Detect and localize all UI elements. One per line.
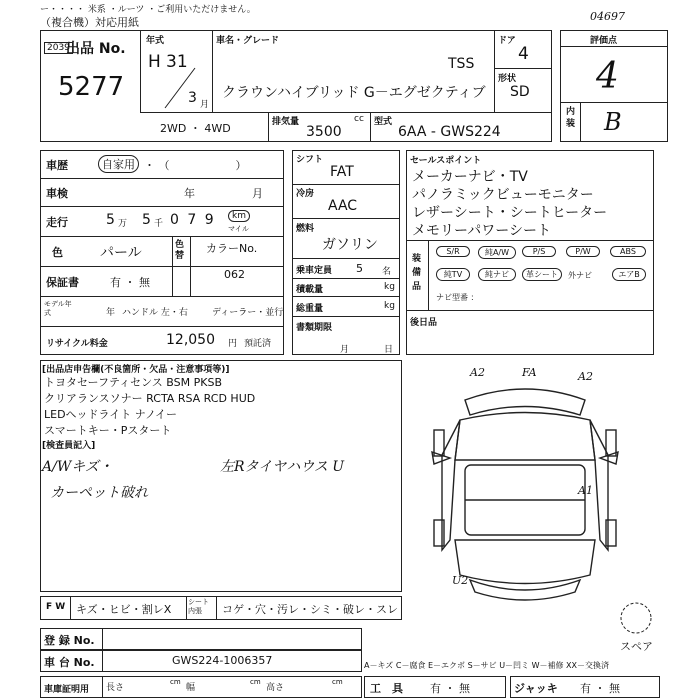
warranty-value: 有 ・ 無 (110, 276, 150, 289)
lot-code: 2039 (44, 42, 73, 54)
spare-label: スペア (620, 640, 653, 653)
spare-tire-icon (618, 600, 654, 636)
capacity-unit: 名 (382, 267, 392, 277)
doc-valid-day: 日 (384, 345, 394, 355)
load-unit: kg (384, 282, 395, 292)
mark-a1: A1 (578, 484, 593, 497)
inspector-label: [検査員記入] (42, 441, 96, 451)
mileage-label: 走行 (46, 216, 68, 229)
score-value: 4 (596, 56, 619, 97)
drive-options: 2WD ・ 4WD (160, 122, 231, 135)
aircon-value: AAC (328, 198, 358, 214)
top-right-handwriting: 04697 (590, 10, 625, 23)
year-label: 年式 (146, 36, 165, 46)
mileage-man: 5 (106, 212, 115, 228)
sales-item-3: レザーシート・シートヒーター (412, 205, 608, 221)
history-label: 車歴 (46, 159, 68, 172)
color-no: 062 (224, 268, 245, 281)
equip-pw: P/W (566, 246, 600, 257)
width-unit: cm (250, 678, 261, 686)
recycle-unit: 円 (228, 339, 238, 349)
width-label: 幅 (186, 683, 196, 693)
shift-label: シフト (296, 155, 324, 165)
fw-items: キズ・ヒビ・割レX (76, 603, 172, 616)
model-year-label: モデル年式 (44, 300, 72, 317)
shape-value: SD (510, 84, 530, 100)
equipment-label: 装備品 (412, 254, 422, 292)
mileage-sen: 5 (142, 212, 151, 228)
type-label: 型式 (374, 117, 393, 127)
score-label: 評価点 (590, 36, 618, 46)
sales-item-1: メーカーナビ・TV (412, 169, 528, 185)
equip-tv: 純TV (436, 268, 470, 281)
displacement-unit: cc (354, 114, 364, 124)
inspector-hand-1: A/Wキズ・ (42, 459, 113, 475)
displacement-label: 排気量 (272, 117, 300, 127)
model-grade-code: TSS (448, 56, 475, 72)
chassis-label: 車 台 No. (44, 656, 95, 669)
chassis-value: GWS224-1006357 (172, 654, 273, 667)
doc-valid-month: 月 (340, 345, 350, 355)
warranty-label: 保証書 (46, 276, 79, 289)
equip-abs: ABS (610, 246, 646, 257)
notes-line-1: トヨタセーフティセンス BSM PKSB (44, 376, 222, 389)
shift-value: FAT (330, 164, 354, 180)
mark-a2-left: A2 (470, 366, 485, 379)
damage-legend: A－キズ C－腐食 E－エクボ S－サビ U－凹ミ W－補修 XX－交換済 (364, 661, 610, 670)
dealer-options: ディーラー・並行 (212, 308, 284, 318)
mark-u2: U2 (452, 574, 469, 587)
recycle-status: 預託済 (244, 339, 272, 349)
mark-fa: FA (522, 366, 537, 379)
arrival-label: 後日品 (410, 318, 438, 328)
color-change-label: 色替 (175, 240, 185, 261)
capacity-label: 乗車定員 (296, 266, 333, 276)
year-value: 31 (166, 52, 188, 72)
doc-valid-label: 書類期限 (296, 323, 333, 333)
car-diagram (420, 360, 630, 610)
equip-ps: P/S (522, 246, 556, 257)
sales-item-4: メモリーパワーシート (412, 223, 552, 239)
equip-leather: 革シート (522, 268, 562, 281)
equip-navi: 純ナビ (478, 268, 516, 281)
fuel-value: ガソリン (322, 237, 378, 253)
color-label: 色 (52, 246, 63, 259)
equip-aw: 純A/W (478, 246, 516, 259)
seat-label: シート内張 (188, 598, 209, 615)
model-name: クラウンハイブリッド G－エグゼクティブ (222, 85, 486, 101)
lot-label: 出品 No. (66, 41, 126, 57)
jack-value: 有 ・ 無 (580, 682, 620, 695)
length-label: 長さ (106, 683, 125, 693)
notes-line-2: クリアランスソナー RCTA RSA RCD HUD (44, 392, 256, 405)
notes-line-3: LEDヘッドライト ナノイー (44, 408, 177, 421)
inspector-hand-3: カーペット破れ (50, 485, 148, 501)
model-label: 車名・グレード (216, 36, 280, 46)
lot-number: 5277 (58, 72, 125, 102)
height-unit: cm (332, 678, 343, 686)
gross-label: 総重量 (296, 304, 324, 314)
capacity-value: 5 (356, 262, 363, 275)
recycle-label: リサイクル料金 (46, 339, 108, 349)
inspection-label: 車検 (46, 187, 68, 200)
interior-value: B (604, 108, 622, 136)
year-era: H (148, 52, 161, 72)
seat-items: コゲ・穴・汚レ・シミ・破レ・スレ (222, 603, 398, 616)
mileage-rest: 0 7 9 (170, 212, 216, 228)
inspection-year: 年 (184, 187, 195, 200)
jack-label: ジャッキ (514, 682, 558, 695)
equip-airbag: エアB (612, 268, 646, 281)
year-month-unit: 月 (200, 100, 210, 110)
tools-label: 工 具 (370, 682, 403, 695)
fukugoki-label: （複合機）対応用紙 (40, 16, 139, 29)
displacement-value: 3500 (306, 124, 342, 140)
interior-label: 内装 (566, 107, 576, 129)
length-unit: cm (170, 678, 181, 686)
garage-cert-label: 車庫証明用 (44, 685, 90, 695)
shape-label: 形状 (498, 74, 517, 84)
gross-unit: kg (384, 301, 395, 311)
navi-model-label: ナビ型番 ： (436, 293, 479, 302)
tools-value: 有 ・ 無 (430, 682, 470, 695)
mark-a2-right: A2 (578, 370, 593, 383)
mileage-unit-mile: マイル (228, 225, 249, 233)
recycle-value: 12,050 (166, 332, 215, 348)
notes-line-4: スマートキー・Pスタート (44, 424, 172, 437)
inspector-hand-2: 左Rタイヤハウス U (220, 459, 345, 475)
sales-label: セールスポイント (410, 156, 482, 166)
history-private: 自家用 (98, 155, 139, 173)
doors-label: ドア (498, 36, 516, 46)
load-label: 積載量 (296, 285, 324, 295)
inspection-month: 月 (252, 187, 263, 200)
year-month: 3 (188, 90, 197, 106)
color-value: パール (100, 245, 142, 261)
registration-label: 登 録 No. (44, 634, 95, 647)
height-label: 高さ (266, 683, 285, 693)
sales-item-2: パノラミックビューモニター (412, 187, 594, 203)
history-rest: ・ （ ） (144, 159, 247, 172)
fuel-label: 燃料 (296, 224, 315, 234)
fw-label: F W (46, 602, 66, 612)
handle-options: ハンドル 左・右 (122, 308, 188, 318)
doors-value: 4 (518, 44, 529, 64)
notes-label: [出品店申告欄(不良箇所・欠品・注意事項等)] (42, 365, 230, 375)
equip-ext-navi: 外ナビ (568, 271, 592, 280)
type-value: 6AA - GWS224 (398, 124, 501, 140)
aircon-label: 冷房 (296, 189, 315, 199)
mileage-sen-unit: 千 (154, 219, 164, 229)
model-year-unit: 年 (106, 308, 116, 318)
color-no-label: カラーNo. (206, 242, 258, 255)
mileage-unit-km: km (228, 210, 250, 222)
top-line-text: ー・・・・ 米系 ・ルーツ ・ご利用いただけません。 (40, 5, 256, 15)
mileage-man-unit: 万 (118, 219, 128, 229)
equip-sr: S/R (436, 246, 470, 257)
